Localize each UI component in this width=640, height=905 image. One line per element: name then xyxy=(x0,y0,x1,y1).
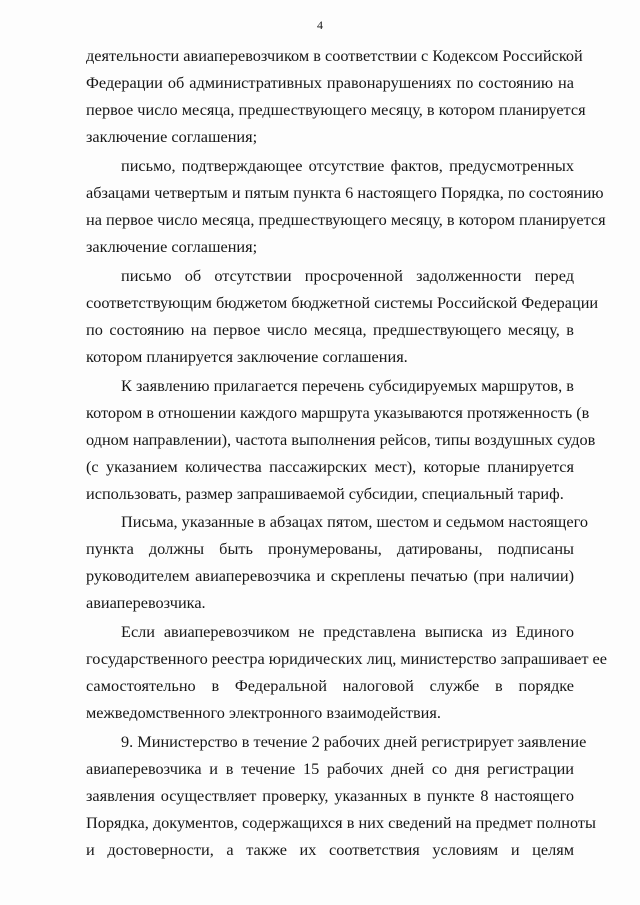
text-line: первое число месяца, предшествующего месяцу, в котором планируется xyxy=(86,100,586,119)
text-line: Если авиаперевозчиком не представлена выписка из Единого xyxy=(121,622,574,641)
text-line: авиаперевозчика и в течение 15 рабочих дней со дня регистрации xyxy=(86,759,574,778)
text-line: заключение соглашения; xyxy=(86,127,258,146)
text-line: письмо об отсутствии просроченной задолженности перед xyxy=(121,266,574,285)
text-line: одном направлении), частота выполнения рейсов, типы воздушных судов xyxy=(86,430,596,449)
text-line: руководителем авиаперевозчика и скреплены печатью (при наличии) xyxy=(86,566,574,585)
text-line: К заявлению прилагается перечень субсидируемых маршрутов, в xyxy=(121,376,574,395)
text-line: заявления осуществляет проверку, указанных в пункте 8 настоящего xyxy=(86,786,574,805)
page-number: 4 xyxy=(317,18,323,32)
text-line: Письма, указанные в абзацах пятом, шестом и седьмом настоящего xyxy=(121,512,588,531)
text-line: на первое число месяца, предшествующего месяцу, в котором планируется xyxy=(86,210,606,229)
text-line: использовать, размер запрашиваемой субсидии, специальный тариф. xyxy=(86,484,564,503)
text-line: государственного реестра юридических лиц, министерство запрашивает ее xyxy=(86,649,607,668)
text-line: межведомственного электронного взаимодействия. xyxy=(86,703,441,722)
text-line: Порядка, документов, содержащихся в них сведений на предмет полноты xyxy=(86,813,596,832)
text-line: заключение соглашения; xyxy=(86,237,258,256)
text-line: котором в отношении каждого маршрута указываются протяженность (в xyxy=(86,403,590,422)
text-line: Федерации об административных правонарушениях по состоянию на xyxy=(86,73,574,92)
text-line: деятельности авиаперевозчиком в соответствии с Кодексом Российской xyxy=(86,46,583,65)
text-line: (с указанием количества пассажирских мест), которые планируется xyxy=(86,457,574,476)
text-line: авиаперевозчика. xyxy=(86,593,206,612)
text-line: пункта должны быть пронумерованы, датированы, подписаны xyxy=(86,539,574,558)
text-line: котором планируется заключение соглашения. xyxy=(86,347,408,366)
text-line: письмо, подтверждающее отсутствие фактов, предусмотренных xyxy=(121,156,574,175)
text-line: по состоянию на первое число месяца, предшествующего месяцу, в xyxy=(86,320,574,339)
text-line: и достоверности, а также их соответствия условиям и целям xyxy=(86,840,574,859)
text-line: соответствующим бюджетом бюджетной системы Российской Федерации xyxy=(86,293,599,312)
text-line: самостоятельно в Федеральной налоговой службе в порядке xyxy=(86,676,574,695)
text-line: 9. Министерство в течение 2 рабочих дней регистрирует заявление xyxy=(121,732,587,751)
text-line: абзацами четвертым и пятым пункта 6 настоящего Порядка, по состоянию xyxy=(86,183,604,202)
